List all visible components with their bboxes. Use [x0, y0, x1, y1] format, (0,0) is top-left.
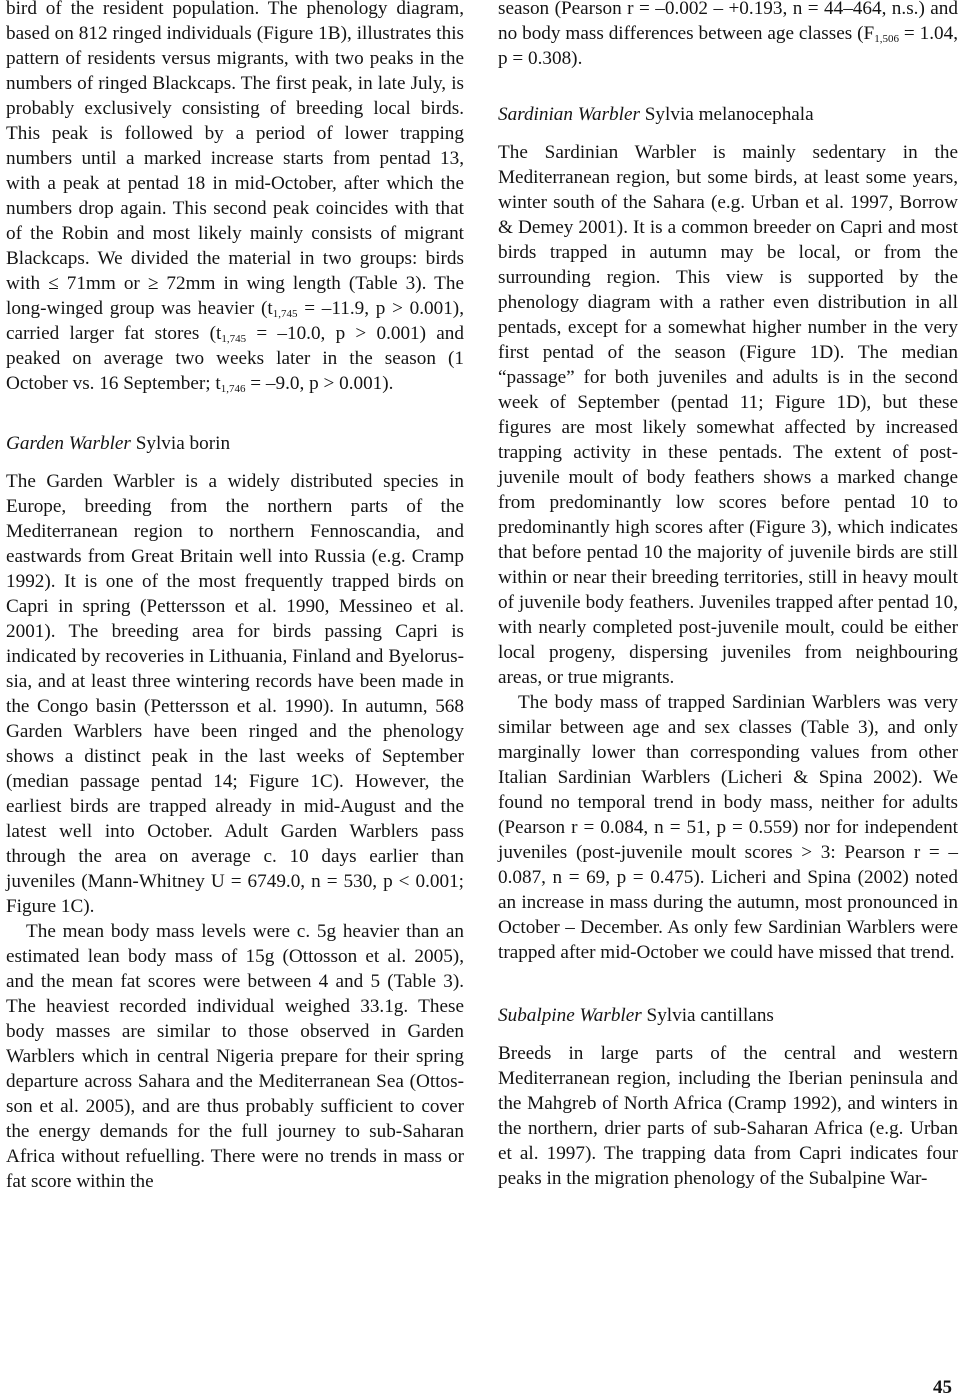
- subscript: 1,745: [272, 308, 298, 320]
- right-column: [498, 0, 958, 1191]
- garden-warbler-paragraph-1: The Garden Warbler is a widely distributed species in Europe, breeding from the northern parts of the Mediterranean region to northern Fennoscandia, and eastwards from Great Britain well into Russia (e.g. Cramp 1992). It is one of the most frequently trapped birds on Capri in spring (Pettersson et al. 1990, Messineo et al. 2001). The breeding area for birds passing Capri is indicated by recoveries in Lithuania, Finland and Byelorussia, and at least three wintering records have been made in the Congo basin (Pettersson et al. 1990). In autumn, 568 Garden Warblers have been ringed and the phenology shows a distinct peak in the last weeks of September (median passage pentad 14; Figure 1C). However, the earliest birds are trapped already in mid-August and the latest well into October. Adult Garden Warblers pass through the area on average c. 10 days earlier than juveniles (Mann-Whitney U = 6749.0, n = 530, p < 0.001; Figure 1C).: [6, 471, 464, 917]
- subalpine-warbler-paragraph: Breeds in large parts of the central and western Mediterranean region, including the Iberian peninsula and the Mahgreb of North Africa (Cramp 1992), and winters in the northern, drier parts of sub-Saharan Africa (e.g. Urban et al. 1997). The trapping data from Capri indicates four peaks in the migration phenology of the Subalpine War-: [498, 1043, 958, 1189]
- garden-warbler-heading: Garden Warbler Sylvia borin: [6, 433, 231, 454]
- subscript: 1,506: [874, 33, 899, 45]
- left-column: [6, 0, 464, 1194]
- sardinian-warbler-paragraph-2: The body mass of trapped Sardinian Warblers was very similar between age and sex classes (Table 3), and only marginally lower than corresponding values from other Italian Sardinian Warblers (Licheri & Spina 2002). We found no temporal trend in body mass, neither for adults (Pearson r = 0.084, n = 51, p = 0.559) nor for independent juveniles (post-juvenile moult scores > 3: Pearson r = –0.087, n = 69, p = 0.475). Licheri and Spina (2002) noted an increase in mass during the autumn, most pronounced in October – December. As only few Sardinian Warblers were trapped after mid-October we could have missed that trend.: [498, 692, 958, 963]
- sardinian-warbler-heading: Sardinian Warbler Sylvia melanocephala: [498, 104, 814, 125]
- sardinian-warbler-paragraph-1: The Sardinian Warbler is mainly sedentary in the Mediterranean region, but some birds, at least some years, winter south of the Sahara (e.g. Urban et al. 1997, Borrow & Demey 2001). It is a common breeder on Capri and most birds trapped in autumn may be local, or from the surrounding region. This view is supported by the phenology diagram with a rather even distribution in all pentads, except for a somewhat higher number in the very first pentad of the season (Figure 1D). The median “passage” for both juveniles and adults is in the second week of September (pentad 11; Figure 1D), but these figures are most likely somewhat affected by increased trapping activity in these pentads. The extent of post-juvenile moult of body feathers shows a marked change from predominantly low scores before pentad 10 to predominantly high scores after (Figure 3), which indicates that before pentad 10 the majority of juvenile birds are still within or near their breeding territories, still in heavy moult of juvenile body feathers. Juveniles trapped after pentad 10, with nearly completed post-juvenile moult, could be either local progeny, dispersing juveniles from neighbouring areas, or true migrants.: [498, 142, 958, 688]
- garden-warbler-paragraph-2: The mean body mass levels were c. 5g heavier than an estimated lean body mass of 15g (Ottosson et al. 2005), and the mean fat scores were between 4 and 5 (Table 3). The heaviest recorded individual weighed 33.1g. These body masses are similar to those observed in Garden Warblers which in central Nigeria prepare for their spring departure across Sahara and the Mediterranean Sea (Ottosson et al. 2005), and are thus probably sufficient to cover the energy demands for the full journey to sub-Saharan Africa without refuelling. There were no trends in mass or fat score within the: [6, 921, 464, 1192]
- page-number: 45: [933, 1377, 952, 1398]
- blackcap-paragraph: bird of the resident population. The phenology diagram, based on 812 ringed individuals (Figure 1B), illustrates this pattern of residents versus migrants, with two peaks in the numbers of ringed Blackcaps. The first peak, in late July, is probably exclusively consisting of breeding local birds. This peak is followed by a period of lower trapping numbers until a marked increase starts from pentad 13, with a peak at pentad 18 in mid-October, after which the numbers drop again. This second peak coincides with that of the Robin and most likely mainly consists of migrant Blackcaps. We divided the material in two groups: birds with ≤ 71mm or ≥ 72mm in wing length (Table 3). The long-winged group was heavier ($t_{1,745} = -11.9$, p > 0.001), carried larger fat stores ($t_{1,745} = -10.0$, p > 0.001) and peaked on average two weeks later in the season (1 October vs. 16 September; $t_{1,746} = -9.0$, p > 0.001).: [6, 0, 464, 395]
- subalpine-warbler-heading: Subalpine Warbler Sylvia cantillans: [498, 1005, 774, 1026]
- subscript: 1,746: [220, 383, 246, 395]
- blackcap-paragraph-continued: season (Pearson r = –0.002 – +0.193, n = 44–464, n.s.) and no body mass differences between age classes ($F_{1,506} = 1.04$, p = 0.308).: [498, 0, 959, 69]
- subscript: 1,745: [221, 333, 247, 345]
